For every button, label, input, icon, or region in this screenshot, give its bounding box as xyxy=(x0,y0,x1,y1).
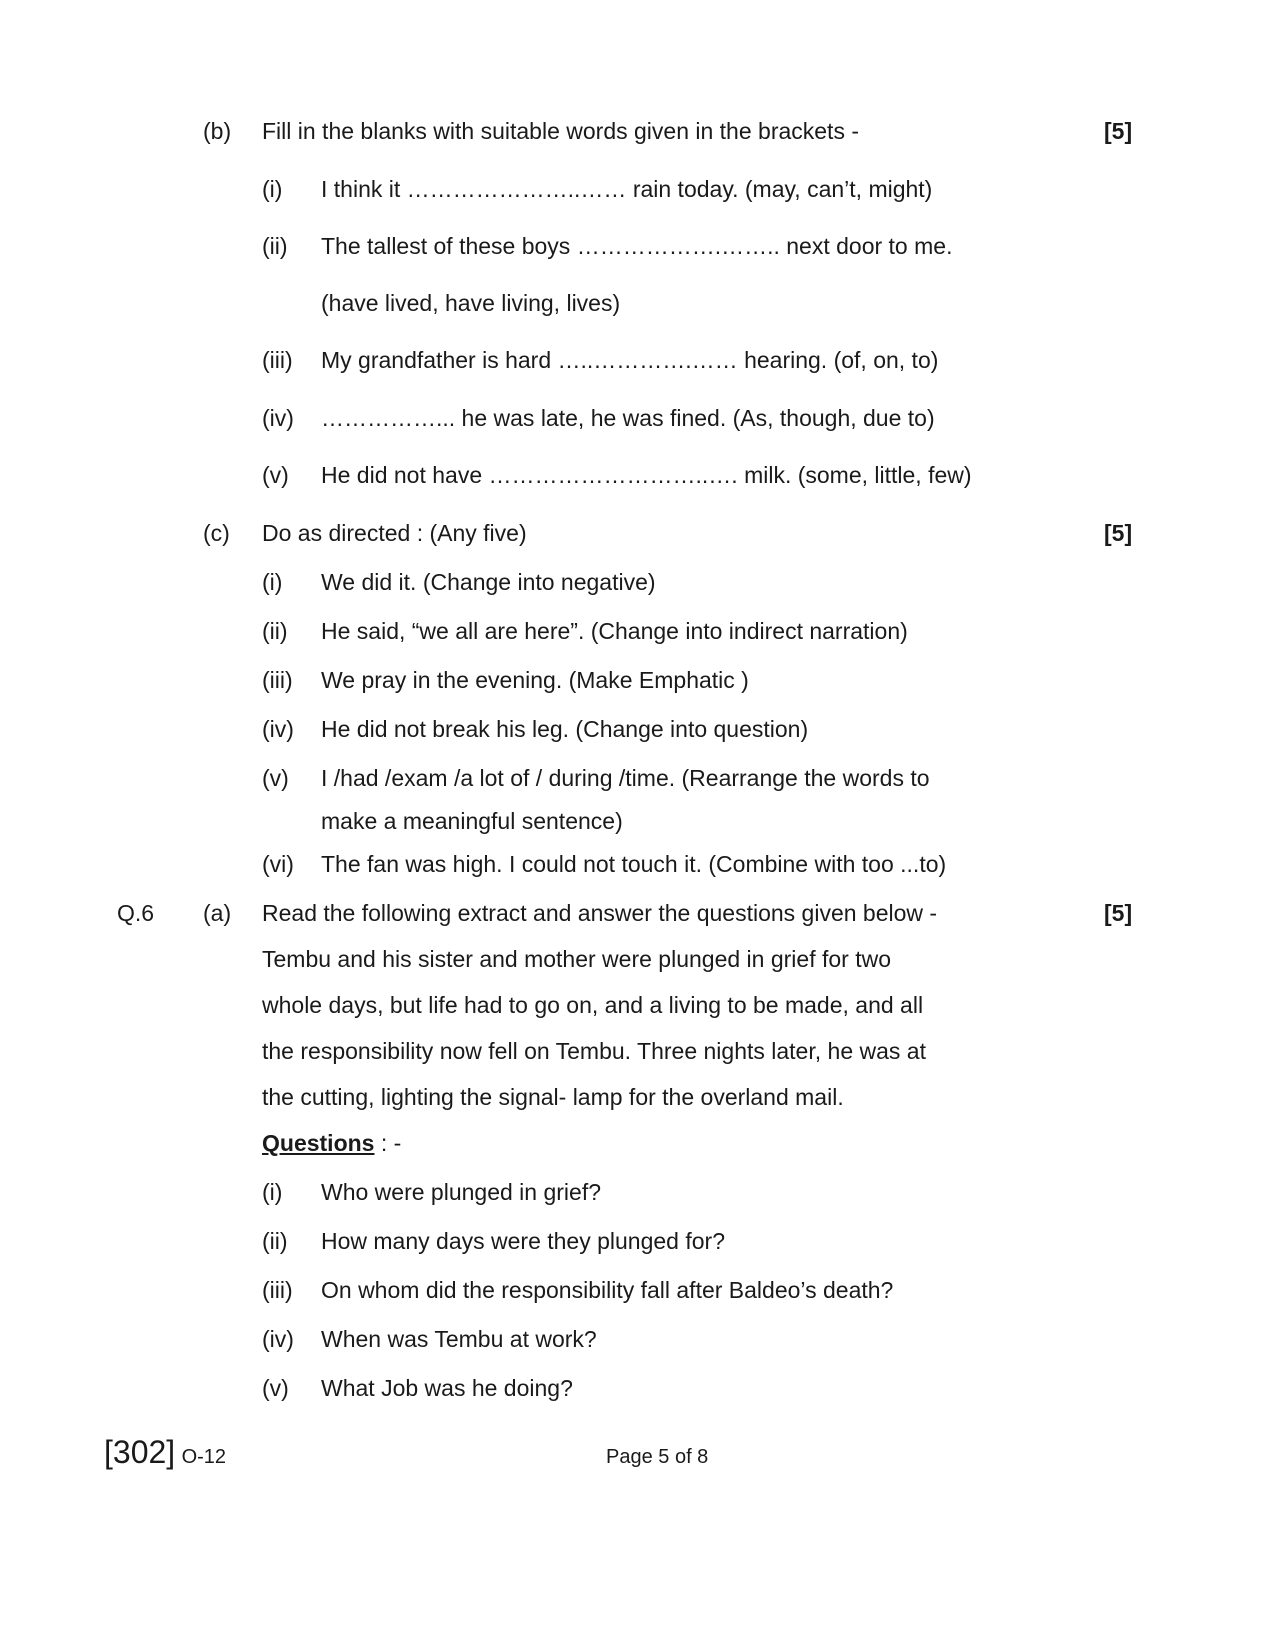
directed-item: We pray in the evening. (Make Emphatic ) xyxy=(321,667,749,693)
item-number: (i) xyxy=(262,569,283,595)
item-number: (iii) xyxy=(262,1277,293,1303)
comprehension-question: What Job was he doing? xyxy=(321,1375,573,1401)
passage-line: whole days, but life had to go on, and a living to be made, and all xyxy=(262,992,924,1018)
item-number: (i) xyxy=(262,176,283,202)
q6-marks: [5] xyxy=(1104,900,1133,926)
item-number: (v) xyxy=(262,765,289,791)
fill-blank-item-continuation: (have lived, have living, lives) xyxy=(321,290,621,316)
section-c-marks: [5] xyxy=(1104,520,1133,546)
comprehension-question: Who were plunged in grief? xyxy=(321,1179,601,1205)
questions-title: Questions xyxy=(262,1130,375,1156)
item-number: (iii) xyxy=(262,667,293,693)
item-number: (v) xyxy=(262,462,289,488)
paper-code xyxy=(104,1434,226,1471)
directed-item: The fan was high. I could not touch it. (Combine with too ...to) xyxy=(321,851,947,877)
question-number: Q.6 xyxy=(117,900,155,926)
paper-code-sub: O-12 xyxy=(181,1446,227,1468)
directed-item: I /had /exam /a lot of / during /time. (Rearrange the words to xyxy=(321,765,930,791)
directed-item-continuation: make a meaningful sentence) xyxy=(321,808,623,834)
page-number: Page 5 of 8 xyxy=(606,1446,709,1468)
directed-item: We did it. (Change into negative) xyxy=(321,569,656,595)
directed-item: He said, “we all are here”. (Change into indirect narration) xyxy=(321,618,908,644)
passage-line: the responsibility now fell on Tembu. Three nights later, he was at xyxy=(262,1038,926,1064)
questions-suffix: : - xyxy=(374,1130,402,1156)
item-number: (ii) xyxy=(262,233,288,259)
item-number: (iv) xyxy=(262,716,294,742)
questions-heading xyxy=(262,1130,401,1157)
comprehension-question: When was Tembu at work? xyxy=(321,1326,597,1352)
item-number: (i) xyxy=(262,1179,283,1205)
passage-line: the cutting, lighting the signal- lamp for the overland mail. xyxy=(262,1084,844,1110)
section-c-label: (c) xyxy=(203,520,230,546)
fill-blank-item: My grandfather is hard …..………….…… hearing. (of, on, to) xyxy=(321,347,939,373)
item-number: (iv) xyxy=(262,1326,294,1352)
q6-heading: Read the following extract and answer the questions given below - xyxy=(262,900,938,926)
item-number: (ii) xyxy=(262,1228,288,1254)
fill-blank-item: He did not have ………………………..…. milk. (some, little, few) xyxy=(321,462,972,488)
q6-part-label: (a) xyxy=(203,900,232,926)
fill-blank-item: I think it …………………..…… rain today. (may, can’t, might) xyxy=(321,176,933,202)
fill-blank-item: ……………... he was late, he was fined. (As, though, due to) xyxy=(321,405,935,431)
section-b-heading: Fill in the blanks with suitable words given in the brackets - xyxy=(262,118,860,144)
section-b-marks: [5] xyxy=(1104,118,1133,144)
section-c-heading: Do as directed : (Any five) xyxy=(262,520,527,546)
passage-line: Tembu and his sister and mother were plunged in grief for two xyxy=(262,946,891,972)
item-number: (iv) xyxy=(262,405,294,431)
comprehension-question: On whom did the responsibility fall after Baldeo’s death? xyxy=(321,1277,894,1303)
item-number: (iii) xyxy=(262,347,293,373)
fill-blank-item: The tallest of these boys ……………….…….. next door to me. xyxy=(321,233,953,259)
item-number: (v) xyxy=(262,1375,289,1401)
paper-code-number: [302] xyxy=(104,1434,176,1470)
directed-item: He did not break his leg. (Change into question) xyxy=(321,716,809,742)
section-b-label: (b) xyxy=(203,118,232,144)
comprehension-question: How many days were they plunged for? xyxy=(321,1228,725,1254)
item-number: (ii) xyxy=(262,618,288,644)
item-number: (vi) xyxy=(262,851,294,877)
